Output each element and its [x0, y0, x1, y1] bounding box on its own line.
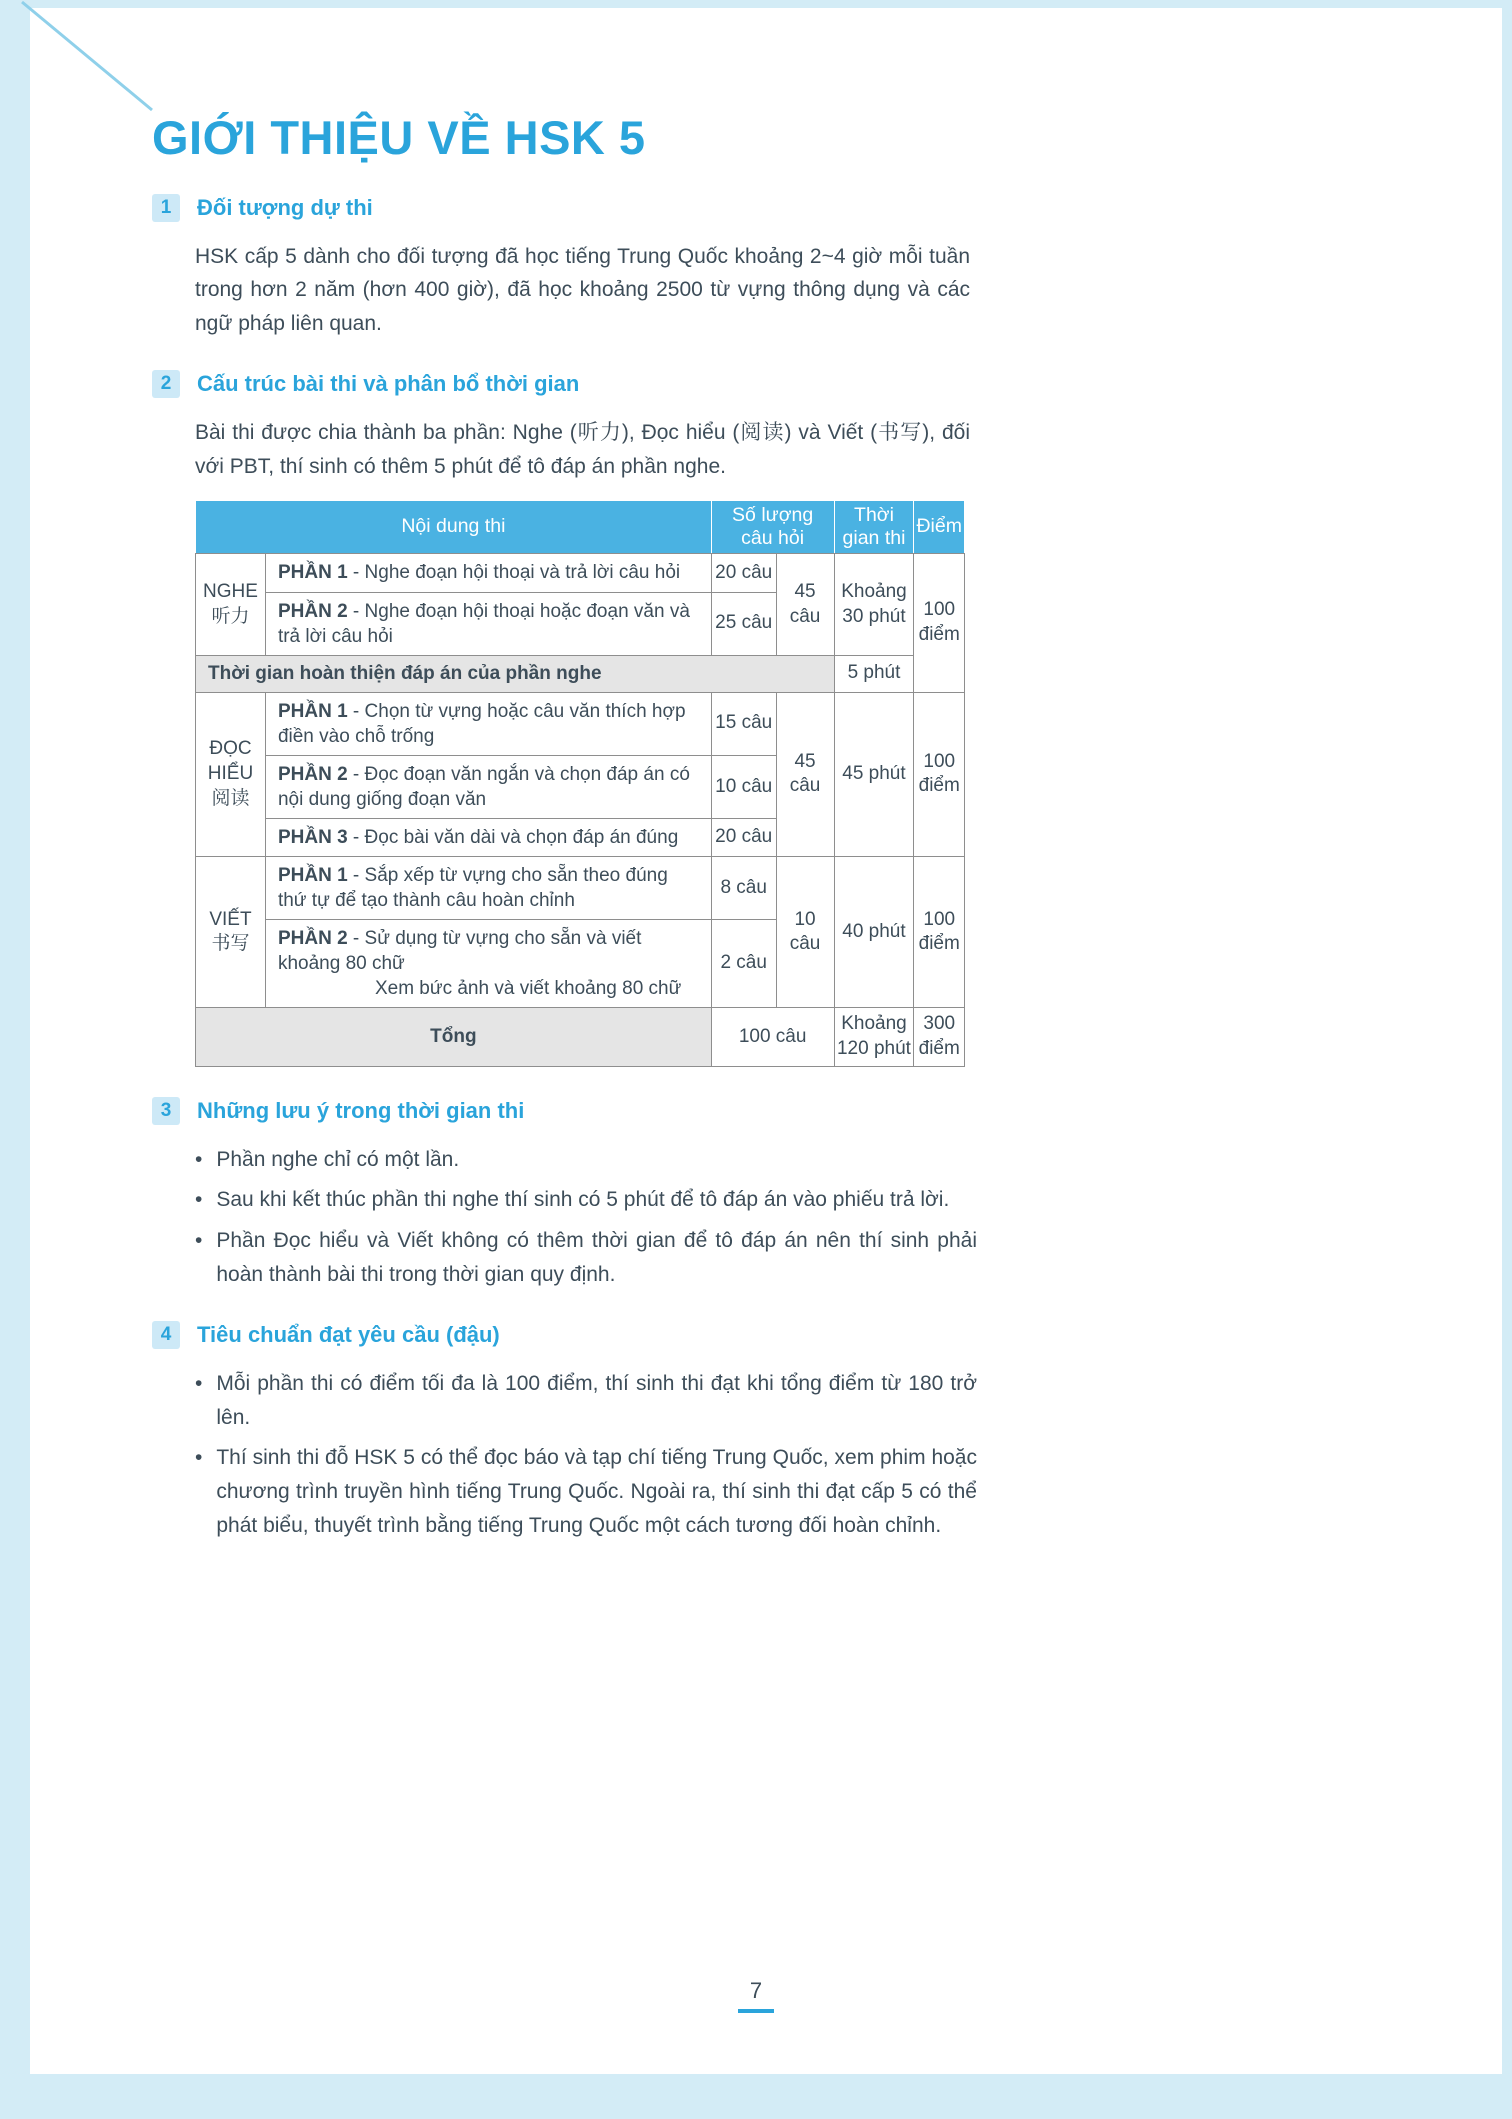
bullet-text: Thí sinh thi đỗ HSK 5 có thể đọc báo và tạp chí tiếng Trung Quốc, xem phim hoặc chương trình truyền hình tiếng Trung Quốc. Ngoài ra, thí sinh thi đạt cấp 5 có thể phát biểu, thuyết trình bằng tiếng Trung Quốc một cách tương đối hoàn chỉnh. — [216, 1446, 977, 1537]
listening-part2-count: 25 câu — [711, 592, 776, 655]
bullet-text: Mỗi phần thi có điểm tối đa là 100 điểm, thí sinh thi đạt khi tổng điểm từ 180 trở lên. — [216, 1372, 977, 1429]
reading-part1-desc: - Chọn từ vựng hoặc câu văn thích hợp điền vào chỗ trống — [277, 700, 686, 747]
writing-score: 100 điểm — [914, 857, 965, 1008]
total-row — [196, 1008, 965, 1066]
writing-part2-label: PHẦN 2 — [277, 928, 348, 950]
bullet-marker: • — [195, 1147, 203, 1171]
reading-part1-label: PHẦN 1 — [277, 700, 348, 722]
bullet-marker: • — [195, 1372, 203, 1396]
writing-part1-count: 8 câu — [711, 857, 776, 920]
listening-subtotal: 45 câu — [776, 554, 834, 655]
total-count: 100 câu — [711, 1008, 834, 1066]
section-4-number-badge: 4 — [152, 1321, 180, 1349]
bullet-item — [195, 1143, 977, 1177]
reading-part2-label: PHẦN 2 — [277, 763, 348, 785]
header-quantity: Số lượng câu hỏi — [711, 500, 834, 554]
table-row — [196, 554, 965, 592]
total-score: 300 điểm — [914, 1008, 965, 1066]
section-4-heading — [152, 1321, 1502, 1349]
listening-part1-desc: - Nghe đoạn hội thoại và trả lời câu hỏi — [352, 562, 681, 584]
writing-part2-count: 2 câu — [711, 920, 776, 1008]
total-time: Khoảng 120 phút — [834, 1008, 914, 1066]
table-row — [196, 692, 965, 755]
bullet-item — [195, 1367, 977, 1434]
reading-group-cn: 阅读 — [211, 787, 250, 809]
listening-part1-desc-cell — [265, 554, 711, 592]
writing-part2-desc: - Sử dụng từ vựng cho sẵn và viết khoảng 80 chữ — [277, 928, 642, 975]
answer-fill-time: 5 phút — [834, 655, 914, 692]
bullet-text: Phần nghe chỉ có một lần. — [216, 1147, 460, 1171]
header-time: Thời gian thi — [834, 500, 914, 554]
writing-group-cn: 书写 — [211, 933, 250, 955]
bullet-item — [195, 1441, 977, 1542]
reading-part1-desc-cell — [265, 692, 711, 755]
section-3-bullets — [195, 1143, 977, 1291]
reading-part3-count: 20 câu — [711, 818, 776, 856]
listening-part2-desc-cell — [265, 592, 711, 655]
page-footer — [0, 1978, 1512, 2013]
listening-group-cell — [196, 554, 266, 655]
bullet-marker: • — [195, 1188, 203, 1212]
listening-group-vi: NGHE — [203, 580, 258, 602]
section-1-paragraph: HSK cấp 5 dành cho đối tượng đã học tiếng Trung Quốc khoảng 2~4 giờ mỗi tuần trong hơn 2 năm (hơn 400 giờ), đã học khoảng 2500 từ vựng thông dụng và các ngữ pháp liên quan. — [195, 244, 970, 335]
table-row — [196, 857, 965, 920]
table-header-row — [196, 500, 965, 554]
section-1-number-badge: 1 — [152, 194, 180, 222]
reading-score: 100 điểm — [914, 692, 965, 856]
header-score: Điểm — [914, 500, 965, 554]
section-3-heading — [152, 1097, 1502, 1125]
reading-part2-desc: - Đọc đoạn văn ngắn và chọn đáp án có nội dung giống đoạn văn — [277, 763, 690, 810]
reading-group-vi: ĐỌC HIỂU — [207, 738, 254, 785]
bullet-item — [195, 1183, 977, 1217]
answer-fill-label: Thời gian hoàn thiện đáp án của phần nghe — [196, 655, 835, 692]
listening-time: Khoảng 30 phút — [834, 554, 914, 655]
section-4-bullets — [195, 1367, 977, 1542]
section-1-heading — [152, 194, 1502, 222]
listening-part2-desc: - Nghe đoạn hội thoại hoặc đoạn văn và trả lời câu hỏi — [277, 600, 690, 647]
reading-group-cell — [196, 692, 266, 856]
section-2-title: Cấu trúc bài thi và phân bổ thời gian — [197, 371, 580, 397]
bullet-marker: • — [195, 1446, 203, 1470]
document-page — [30, 8, 1502, 2074]
diagonal-accent-line — [0, 0, 170, 120]
section-3-number-badge: 3 — [152, 1097, 180, 1125]
answer-fill-row — [196, 655, 965, 692]
writing-part1-desc: - Sắp xếp từ vựng cho sẵn theo đúng thứ tự để tạo thành câu hoàn chỉnh — [277, 865, 668, 912]
reading-part2-count: 10 câu — [711, 755, 776, 818]
listening-part2-label: PHẦN 2 — [277, 600, 348, 622]
writing-part1-label: PHẦN 1 — [277, 865, 348, 887]
bullet-text: Sau khi kết thúc phần thi nghe thí sinh có 5 phút để tô đáp án vào phiếu trả lời. — [216, 1188, 950, 1212]
section-3-title: Những lưu ý trong thời gian thi — [197, 1097, 525, 1123]
writing-part2-desc-line2: Xem bức ảnh và viết khoảng 80 chữ — [374, 978, 682, 1000]
writing-group-vi: VIẾT — [209, 908, 252, 930]
page-number: 7 — [749, 1978, 763, 2003]
section-2-paragraph: Bài thi được chia thành ba phần: Nghe (听力), Đọc hiểu (阅读) và Viết (书写), đối với PBT, thí sinh có thêm 5 phút để tô đáp án phần nghe. — [195, 421, 970, 479]
reading-part3-desc-cell — [265, 818, 711, 856]
writing-time: 40 phút — [834, 857, 914, 1008]
bullet-text: Phần Đọc hiểu và Viết không có thêm thời gian để tô đáp án nên thí sinh phải hoàn thành bài thi trong thời gian quy định. — [216, 1229, 977, 1286]
reading-part2-desc-cell — [265, 755, 711, 818]
exam-structure-table — [195, 500, 965, 1067]
reading-part1-count: 15 câu — [711, 692, 776, 755]
reading-part3-desc: - Đọc bài văn dài và chọn đáp án đúng — [352, 826, 679, 848]
page-number-underline — [738, 2009, 774, 2013]
bullet-item — [195, 1224, 977, 1291]
writing-subtotal: 10 câu — [776, 857, 834, 1008]
header-content: Nội dung thi — [196, 500, 712, 554]
listening-group-cn: 听力 — [211, 605, 250, 627]
section-1-title: Đối tượng dự thi — [197, 194, 373, 220]
listening-score: 100 điểm — [914, 554, 965, 692]
listening-part1-count: 20 câu — [711, 554, 776, 592]
reading-time: 45 phút — [834, 692, 914, 856]
section-2-number-badge: 2 — [152, 370, 180, 398]
section-4-title: Tiêu chuẩn đạt yêu cầu (đậu) — [197, 1322, 500, 1348]
bullet-marker: • — [195, 1229, 203, 1253]
listening-part1-label: PHẦN 1 — [277, 562, 348, 584]
writing-part1-desc-cell — [265, 857, 711, 920]
total-label: Tổng — [196, 1008, 712, 1066]
page-title: GIỚI THIỆU VỀ HSK 5 — [152, 111, 646, 164]
reading-subtotal: 45 câu — [776, 692, 834, 856]
reading-part3-label: PHẦN 3 — [277, 826, 348, 848]
writing-part2-desc-cell — [265, 920, 711, 1008]
section-2-heading — [152, 370, 1502, 398]
writing-group-cell — [196, 857, 266, 1008]
